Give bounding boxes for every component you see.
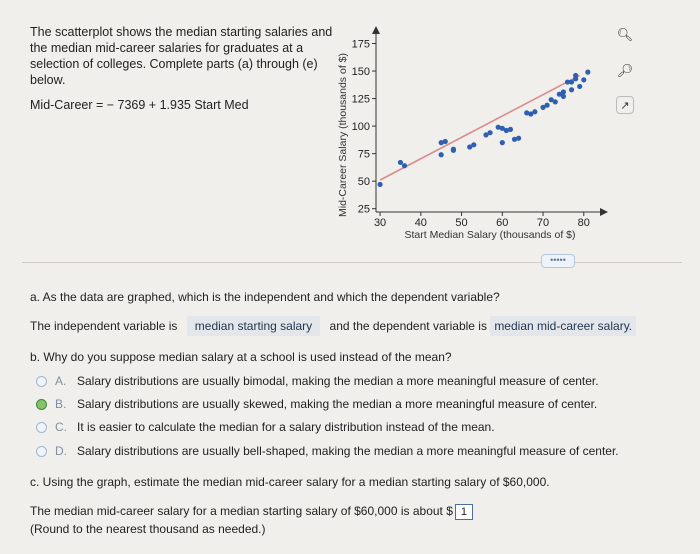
- y-tick-label: 75: [357, 148, 370, 161]
- scatter-point: [443, 139, 448, 144]
- option-b[interactable]: [36, 397, 597, 411]
- x-tick-label: 70: [536, 217, 550, 229]
- part-c-question: c. Using the graph, estimate the median mid-career salary for a median starting salary of $60,000.: [30, 475, 550, 489]
- scatter-point: [573, 76, 578, 81]
- problem-intro: The scatterplot shows the median starting salaries and the median mid-career salaries for graduates at a selection of colleges. Complete parts (a) through (e) below.: [30, 25, 333, 87]
- part-a-answer-row: [30, 316, 636, 336]
- scatterplot: [330, 22, 620, 252]
- part-c-hint: (Round to the nearest thousand as needed.): [30, 522, 266, 536]
- option-d-text: Salary distributions are usually bell-shaped, making the median a more meaningful measure of center.: [77, 444, 619, 458]
- x-tick-label: 30: [373, 217, 387, 229]
- scatterplot-svg: [330, 22, 620, 252]
- x-axis-label: Start Median Salary (thousands of $): [404, 229, 576, 241]
- scatter-point: [532, 109, 537, 114]
- scatter-point: [500, 140, 505, 145]
- x-tick-label: 80: [577, 217, 590, 229]
- part-a-middle: and the dependent variable is: [329, 319, 487, 333]
- scatter-point: [439, 152, 444, 157]
- dependent-variable-answer[interactable]: median mid-career salary.: [490, 316, 636, 336]
- option-d[interactable]: [36, 444, 619, 458]
- scatter-point: [487, 130, 492, 135]
- zoom-out-icon[interactable]: 🔎︎: [616, 63, 634, 78]
- part-b-question: b. Why do you suppose median salary at a school is used instead of the mean?: [30, 350, 452, 364]
- answer-input[interactable]: 1: [455, 504, 473, 520]
- scatter-point: [451, 147, 456, 152]
- y-axis-label: Mid-Career Salary (thousands of $): [337, 53, 349, 217]
- y-axis-arrow: [372, 26, 380, 34]
- y-tick-label: 150: [351, 66, 370, 79]
- y-tick-label: 125: [351, 93, 370, 106]
- x-tick-label: 60: [496, 217, 509, 229]
- scatter-point: [581, 77, 586, 82]
- option-a[interactable]: [36, 374, 599, 388]
- external-link-icon[interactable]: ↗: [616, 96, 634, 114]
- scatter-point: [553, 99, 558, 104]
- y-tick-label: 100: [351, 121, 370, 134]
- part-c-answer-row: [30, 504, 473, 520]
- regression-line: [380, 75, 580, 180]
- x-tick-label: 40: [414, 217, 427, 229]
- option-b-letter: B.: [55, 397, 67, 411]
- x-axis-arrow: [600, 208, 608, 216]
- scatter-point: [516, 136, 521, 141]
- scatter-point: [569, 79, 574, 84]
- scatter-point: [402, 163, 407, 168]
- regression-equation: Mid-Career = − 7369 + 1.935 Start Med: [30, 98, 249, 112]
- radio-b-checked[interactable]: [36, 399, 47, 410]
- radio-c[interactable]: [36, 422, 47, 433]
- section-divider: [22, 262, 682, 263]
- scatter-point: [398, 160, 403, 165]
- option-c-text: It is easier to calculate the median for a salary distribution instead of the mean.: [77, 420, 495, 434]
- x-tick-label: 50: [455, 217, 468, 229]
- y-tick-label: 25: [357, 203, 370, 216]
- scatter-point: [577, 84, 582, 89]
- expand-button[interactable]: •••••: [541, 254, 575, 268]
- part-a-question: a. As the data are graphed, which is the independent and which the dependent variable?: [30, 290, 500, 304]
- graph-tools: [614, 24, 644, 128]
- radio-d[interactable]: [36, 446, 47, 457]
- scatter-point: [377, 182, 382, 187]
- scatter-point: [508, 127, 513, 132]
- radio-a[interactable]: [36, 376, 47, 387]
- independent-variable-answer[interactable]: median starting salary: [187, 316, 320, 336]
- scatter-point: [569, 87, 574, 92]
- option-b-text: Salary distributions are usually skewed, making the median a more meaningful measure of center.: [77, 397, 598, 411]
- part-c-answer-prefix: The median mid-career salary for a median starting salary of $60,000 is about $: [30, 504, 453, 519]
- option-c[interactable]: [36, 420, 495, 434]
- option-a-text: Salary distributions are usually bimodal, making the median a more meaningful measure of center.: [77, 374, 599, 388]
- option-a-letter: A.: [55, 374, 67, 388]
- part-a-prefix: The independent variable is: [30, 319, 178, 333]
- scatter-point: [585, 70, 590, 75]
- zoom-in-icon[interactable]: 🔍︎: [616, 27, 634, 42]
- scatter-point: [545, 103, 550, 108]
- scatter-point: [471, 142, 476, 147]
- y-tick-label: 50: [357, 176, 370, 189]
- option-d-letter: D.: [55, 444, 67, 458]
- scatter-point: [561, 94, 566, 99]
- y-tick-label: 175: [351, 38, 370, 51]
- option-c-letter: C.: [55, 420, 67, 434]
